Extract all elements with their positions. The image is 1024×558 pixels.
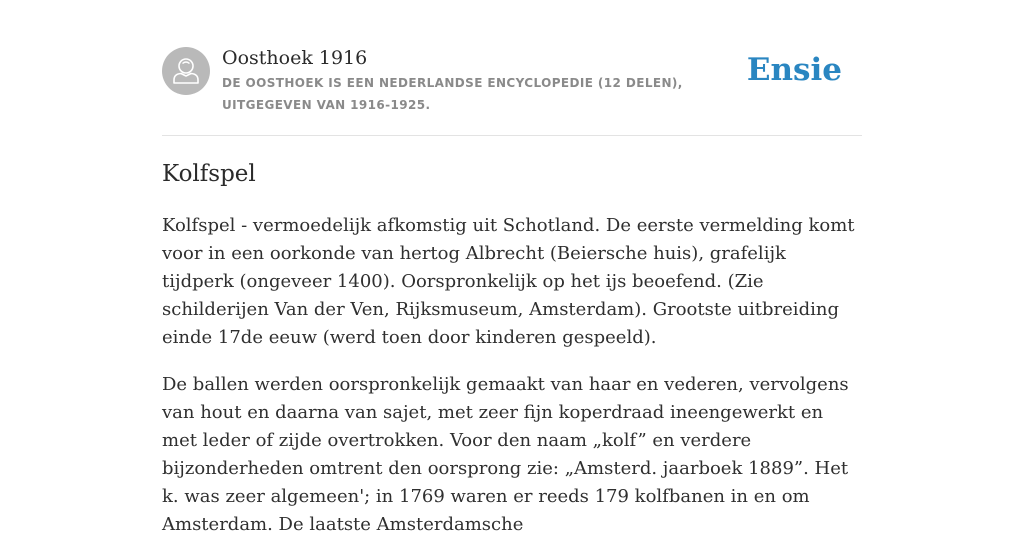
source-avatar[interactable] <box>162 47 210 95</box>
article-body <box>162 212 862 558</box>
ensie-logo[interactable]: Ensie <box>746 52 842 88</box>
article-title: Kolfspel <box>162 161 256 187</box>
header-divider <box>162 135 862 136</box>
user-icon <box>162 47 210 95</box>
source-title[interactable]: Oosthoek 1916 <box>222 47 368 69</box>
source-description: DE OOSTHOEK IS EEN NEDERLANDSE ENCYCLOPEDIE (12 DELEN), UITGEGEVEN VAN 1916-1925. <box>222 76 683 112</box>
article-paragraph-1: Kolfspel - vermoedelijk afkomstig uit Schotland. De eerste vermelding komt voor in een oorkonde van hertog Albrecht (Beiersche huis), grafelijk tijdperk (ongeveer 1400). Oorspronkelijk op het ijs beoefend. (Zie schilderijen Van der Ven, Rijksmuseum, Amsterdam). Grootste uitbreiding einde 17de eeuw (werd toen door kinderen gespeeld). <box>162 215 855 348</box>
source-header <box>162 44 862 124</box>
article-paragraph-2: De ballen werden oorspronkelijk gemaakt van haar en vederen, vervolgens van hout en daarna van sajet, met zeer fijn koperdraad ineengewerkt en met leder of zijde overtrokken. Voor den naam „kolf” en verdere bijzonderheden omtrent den oorsprong zie: „Amsterd. jaarboek 1889”. Het k. was zeer algemeen'; in 1769 waren er reeds 179 kolfbanen in en om Amsterdam. De laatste Amsterdamsche <box>162 374 849 535</box>
